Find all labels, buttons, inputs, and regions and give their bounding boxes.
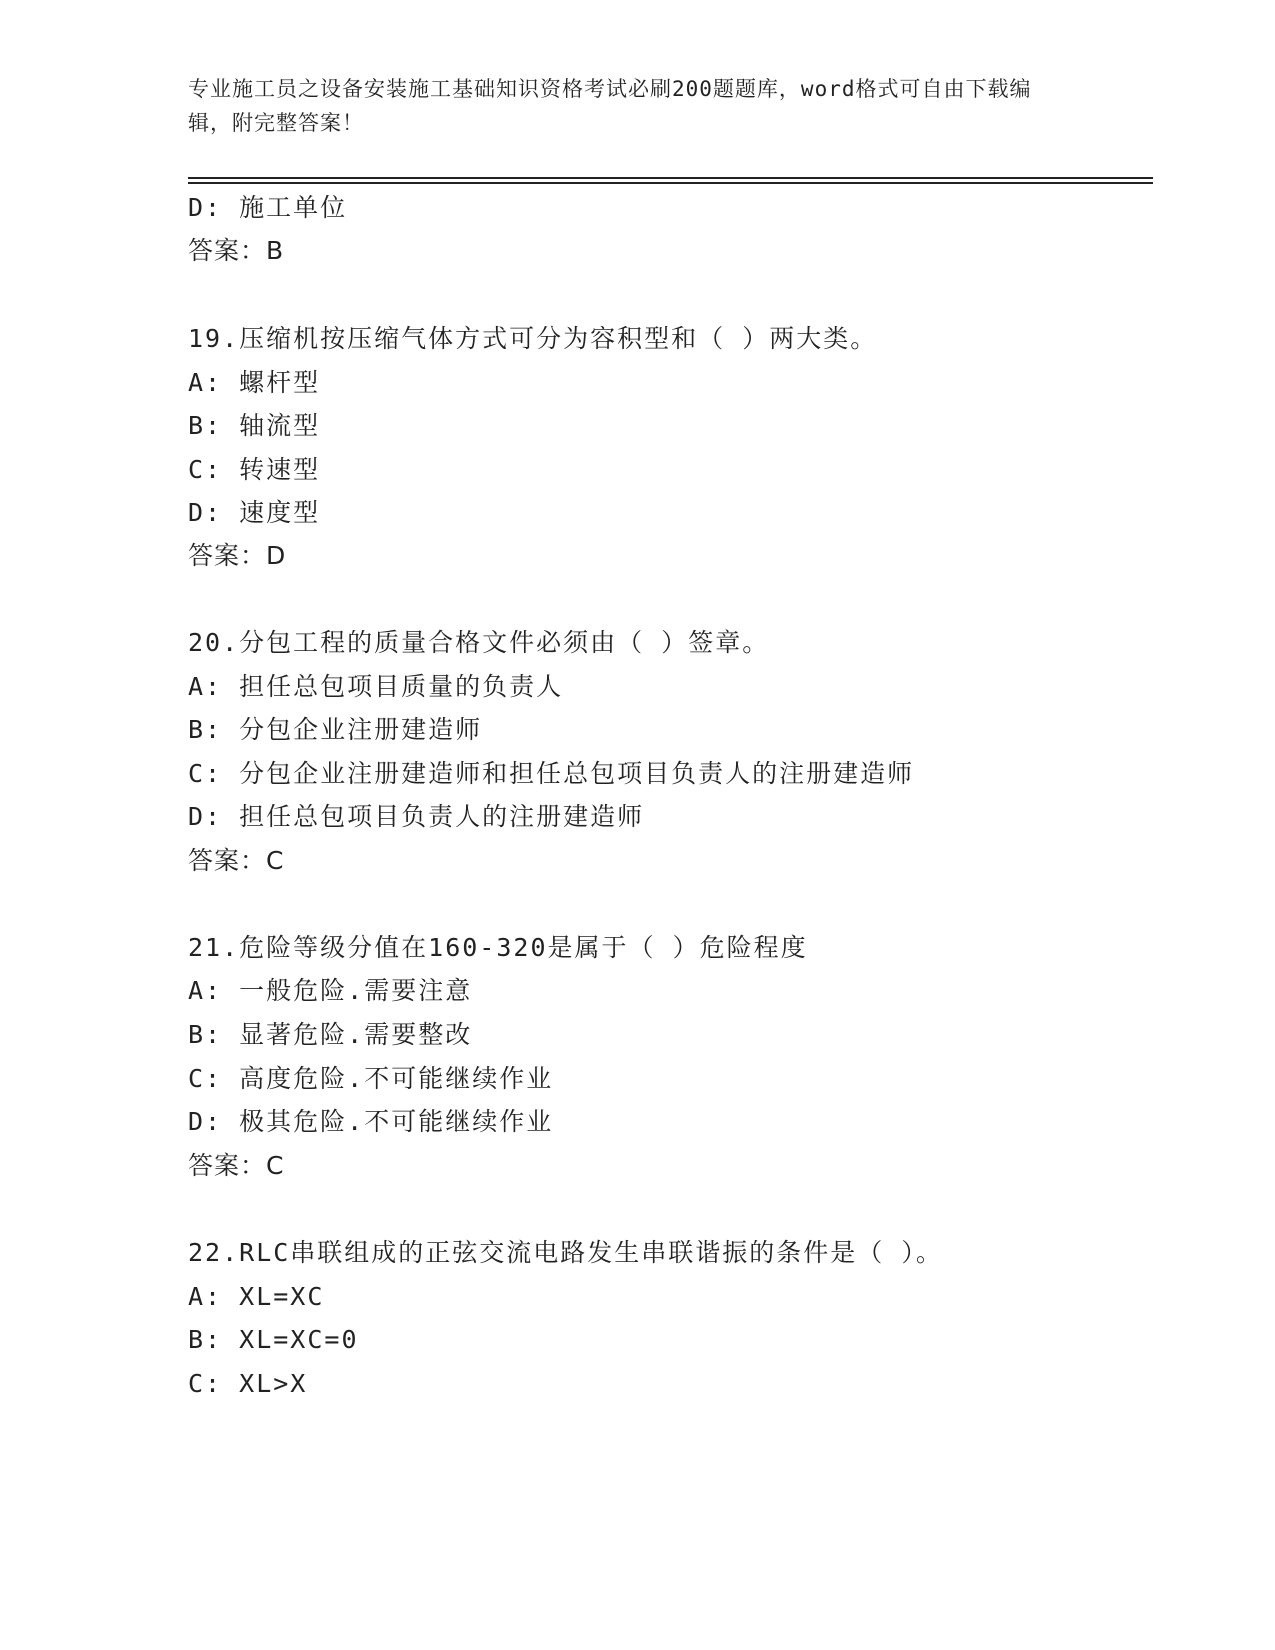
option-line: A: 一般危险.需要注意 <box>188 976 473 1005</box>
option-line: C: 高度危险.不可能继续作业 <box>188 1064 554 1093</box>
question-line: 22.RLC串联组成的正弦交流电路发生串联谐振的条件是（ ）。 <box>188 1238 943 1267</box>
answer-line: 答案：B <box>188 236 285 265</box>
option-line: C: 分包企业注册建造师和担任总包项目负责人的注册建造师 <box>188 759 915 788</box>
header-rule-bottom <box>188 182 1153 184</box>
page-header-title: 专业施工员之设备安装施工基础知识资格考试必刷200题题库，word格式可自由下载编辑，附完整答案！ <box>188 77 1032 135</box>
answer-line: 答案：C <box>188 846 285 875</box>
answer-line: 答案：C <box>188 1151 285 1180</box>
option-line: B: 显著危险.需要整改 <box>188 1020 473 1049</box>
option-line: C: XL>X <box>188 1369 308 1398</box>
option-line: A: 担任总包项目质量的负责人 <box>188 672 564 701</box>
question-line: 20.分包工程的质量合格文件必须由（ ）签章。 <box>188 628 770 657</box>
option-line: B: XL=XC=0 <box>188 1325 359 1354</box>
question-line: 21.危险等级分值在160-320是属于（ ）危险程度 <box>188 933 808 962</box>
answer-line: 答案：D <box>188 541 287 570</box>
option-line: A: 螺杆型 <box>188 368 321 397</box>
option-line: C: 转速型 <box>188 455 321 484</box>
header-rule-top <box>188 177 1153 179</box>
option-line: B: 分包企业注册建造师 <box>188 715 483 744</box>
option-line: D: 极其危险.不可能继续作业 <box>188 1107 554 1136</box>
option-line: D: 施工单位 <box>188 193 348 222</box>
option-line: A: XL=XC <box>188 1282 325 1311</box>
option-line: D: 担任总包项目负责人的注册建造师 <box>188 802 645 831</box>
option-line: B: 轴流型 <box>188 411 321 440</box>
option-line: D: 速度型 <box>188 498 321 527</box>
question-line: 19.压缩机按压缩气体方式可分为容积型和（ ）两大类。 <box>188 324 878 353</box>
